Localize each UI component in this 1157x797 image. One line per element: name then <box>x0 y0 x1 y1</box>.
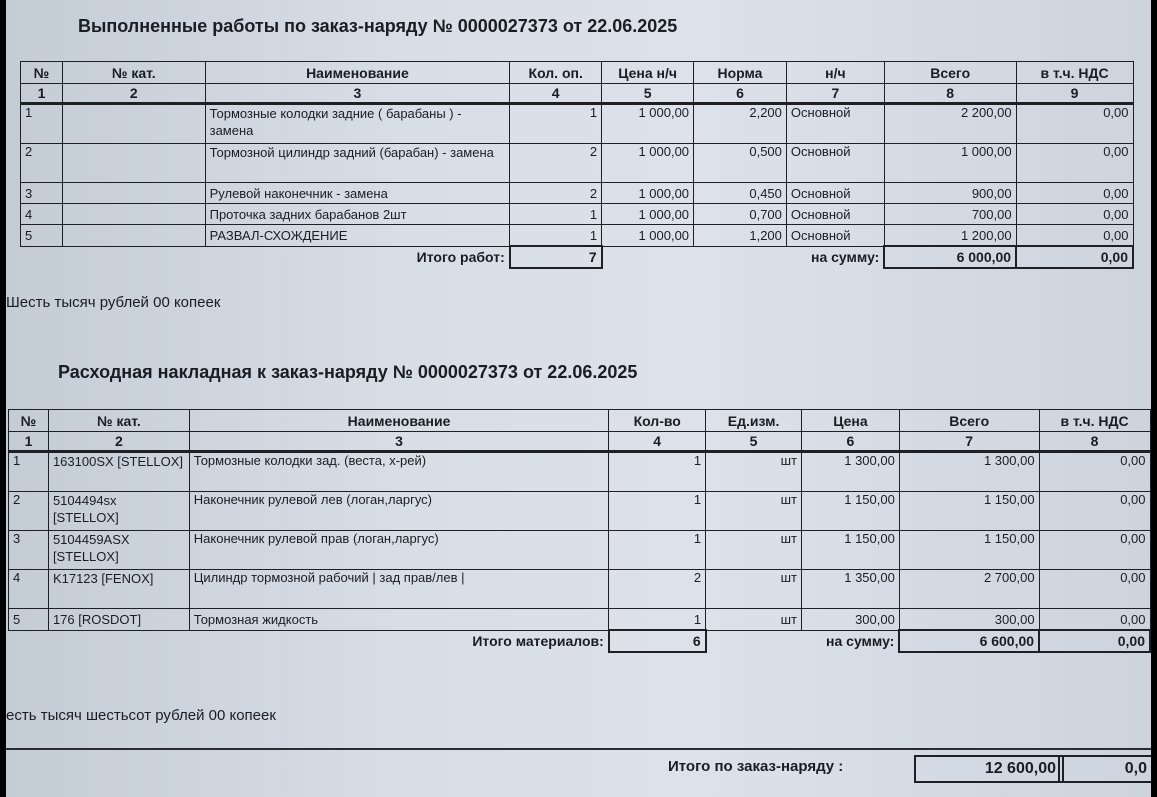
catalog-number <box>62 204 205 225</box>
materials-header-cell: Цена <box>801 410 899 432</box>
materials-colnum-row <box>9 432 1151 452</box>
table-row <box>21 144 1134 183</box>
divider <box>6 748 1151 750</box>
col-number: 4 <box>609 432 706 452</box>
materials-sum-label: на сумму: <box>826 633 895 650</box>
row-vat: 0,00 <box>1016 104 1133 144</box>
quantity: 1 <box>609 492 706 531</box>
works-header-cell: Норма <box>694 62 787 84</box>
catalog-number <box>62 104 205 144</box>
quantity: 1 <box>609 531 706 570</box>
norm: 0,500 <box>694 144 787 183</box>
row-vat: 0,00 <box>1016 204 1133 225</box>
item-name: Наконечник рулевой лев (логан,ларгус) <box>189 492 609 531</box>
table-row <box>9 492 1151 531</box>
grand-total-label: Итого по заказ-наряду : <box>668 758 844 775</box>
works-header-cell: в т.ч. НДС <box>1016 62 1133 84</box>
catalog-number <box>62 144 205 183</box>
materials-total-label: Итого материалов: <box>472 633 604 650</box>
work-type: Основной <box>786 183 884 204</box>
grand-total-vat: 0,0 <box>1058 755 1151 783</box>
row-vat: 0,00 <box>1016 144 1133 183</box>
col-number: 3 <box>205 84 510 104</box>
quantity: 1 <box>510 225 602 247</box>
row-total: 1 150,00 <box>899 492 1039 531</box>
work-type: Основной <box>786 204 884 225</box>
works-header-cell: Цена н/ч <box>602 62 694 84</box>
price: 1 000,00 <box>602 204 694 225</box>
works-header-cell: Наименование <box>205 62 510 84</box>
price: 1 000,00 <box>602 144 694 183</box>
materials-title: Расходная накладная к заказ-наряду № 0000027373 от 22.06.2025 <box>58 362 638 382</box>
works-title: Выполненные работы по заказ-наряду № 0000027373 от 22.06.2025 <box>78 16 678 36</box>
catalog-number: 176 [ROSDOT] <box>48 609 189 631</box>
norm: 1,200 <box>694 225 787 247</box>
price: 1 350,00 <box>801 570 899 609</box>
quantity: 1 <box>510 204 602 225</box>
works-header-row <box>21 62 1134 84</box>
unit: шт <box>706 570 802 609</box>
table-row <box>21 225 1134 247</box>
row-total: 300,00 <box>899 609 1039 631</box>
work-type: Основной <box>786 225 884 247</box>
price: 1 150,00 <box>801 531 899 570</box>
works-sum-vat: 0,00 <box>1016 246 1133 268</box>
item-name: Проточка задних барабанов 2шт <box>205 204 510 225</box>
materials-header-cell: в т.ч. НДС <box>1039 410 1150 432</box>
work-type: Основной <box>786 104 884 144</box>
unit: шт <box>706 531 802 570</box>
row-number: 1 <box>9 452 49 492</box>
works-header-cell: № кат. <box>62 62 205 84</box>
row-number: 2 <box>9 492 49 531</box>
row-total: 1 000,00 <box>884 144 1016 183</box>
item-name: РАЗВАЛ-СХОЖДЕНИЕ <box>205 225 510 247</box>
quantity: 1 <box>609 452 706 492</box>
col-number: 4 <box>510 84 602 104</box>
catalog-number: 5104459ASX [STELLOX] <box>48 531 189 570</box>
materials-amount-words: есть тысяч шестьсот рублей 00 копеек <box>6 707 276 724</box>
col-number: 8 <box>1039 432 1150 452</box>
materials-sum-total: 6 600,00 <box>899 630 1039 652</box>
col-number: 9 <box>1016 84 1133 104</box>
materials-header-cell: № <box>9 410 49 432</box>
quantity: 1 <box>510 104 602 144</box>
table-row <box>9 452 1151 492</box>
works-total-qty: 7 <box>510 246 602 268</box>
row-number: 4 <box>9 570 49 609</box>
table-row <box>21 183 1134 204</box>
row-total: 1 300,00 <box>899 452 1039 492</box>
unit: шт <box>706 452 802 492</box>
unit: шт <box>706 609 802 631</box>
norm: 0,450 <box>694 183 787 204</box>
row-total: 2 700,00 <box>899 570 1039 609</box>
row-total: 1 200,00 <box>884 225 1016 247</box>
materials-header-row <box>9 410 1151 432</box>
item-name: Цилиндр тормозной рабочий | зад прав/лев | <box>189 570 609 609</box>
materials-header-cell: № кат. <box>48 410 189 432</box>
col-number: 7 <box>899 432 1039 452</box>
row-number: 2 <box>21 144 63 183</box>
col-number: 5 <box>706 432 802 452</box>
row-vat: 0,00 <box>1039 452 1150 492</box>
norm: 0,700 <box>694 204 787 225</box>
materials-total-row <box>9 630 1151 652</box>
col-number: 2 <box>62 84 205 104</box>
unit: шт <box>706 492 802 531</box>
col-number: 5 <box>602 84 694 104</box>
row-number: 5 <box>9 609 49 631</box>
item-name: Рулевой наконечник - замена <box>205 183 510 204</box>
col-number: 8 <box>884 84 1016 104</box>
works-colnum-row <box>21 84 1134 104</box>
row-vat: 0,00 <box>1039 492 1150 531</box>
row-vat: 0,00 <box>1016 225 1133 247</box>
col-number: 7 <box>786 84 884 104</box>
works-table <box>20 61 1134 269</box>
grand-total-sum: 12 600,00 <box>914 755 1064 783</box>
row-vat: 0,00 <box>1039 609 1150 631</box>
price: 1 300,00 <box>801 452 899 492</box>
works-sum-total: 6 000,00 <box>884 246 1016 268</box>
works-header-cell: Всего <box>884 62 1016 84</box>
works-header-cell: № <box>21 62 63 84</box>
row-vat: 0,00 <box>1016 183 1133 204</box>
row-number: 1 <box>21 104 63 144</box>
item-name: Тормозные колодки зад. (веста, х-рей) <box>189 452 609 492</box>
works-sum-label: на сумму: <box>811 249 880 266</box>
works-header-cell: Кол. оп. <box>510 62 602 84</box>
works-header-cell: н/ч <box>786 62 884 84</box>
col-number: 1 <box>9 432 49 452</box>
table-row <box>21 204 1134 225</box>
quantity: 1 <box>609 609 706 631</box>
quantity: 2 <box>609 570 706 609</box>
price: 1 000,00 <box>602 183 694 204</box>
price: 1 000,00 <box>602 225 694 247</box>
works-total-row <box>21 246 1134 268</box>
materials-header-cell: Ед.изм. <box>706 410 802 432</box>
norm: 2,200 <box>694 104 787 144</box>
row-total: 1 150,00 <box>899 531 1039 570</box>
row-number: 3 <box>21 183 63 204</box>
works-amount-words: Шесть тысяч рублей 00 копеек <box>6 294 221 311</box>
materials-header-cell: Кол-во <box>609 410 706 432</box>
price: 300,00 <box>801 609 899 631</box>
row-total: 2 200,00 <box>884 104 1016 144</box>
quantity: 2 <box>510 144 602 183</box>
row-vat: 0,00 <box>1039 531 1150 570</box>
col-number: 2 <box>48 432 189 452</box>
document-page <box>6 0 1151 797</box>
col-number: 6 <box>694 84 787 104</box>
col-number: 3 <box>189 432 609 452</box>
quantity: 2 <box>510 183 602 204</box>
item-name: Тормозная жидкость <box>189 609 609 631</box>
table-row <box>9 570 1151 609</box>
catalog-number: 5104494sx [STELLOX] <box>48 492 189 531</box>
item-name: Наконечник рулевой прав (логан,ларгус) <box>189 531 609 570</box>
row-number: 5 <box>21 225 63 247</box>
work-type: Основной <box>786 144 884 183</box>
works-total-label: Итого работ: <box>416 249 505 266</box>
catalog-number: K17123 [FENOX] <box>48 570 189 609</box>
table-row <box>9 609 1151 631</box>
item-name: Тормозной цилиндр задний (барабан) - замена <box>205 144 510 183</box>
row-total: 900,00 <box>884 183 1016 204</box>
price: 1 150,00 <box>801 492 899 531</box>
materials-header-cell: Наименование <box>189 410 609 432</box>
catalog-number: 163100SX [STELLOX] <box>48 452 189 492</box>
col-number: 6 <box>801 432 899 452</box>
materials-total-qty: 6 <box>609 630 706 652</box>
table-row <box>21 104 1134 144</box>
row-vat: 0,00 <box>1039 570 1150 609</box>
row-total: 700,00 <box>884 204 1016 225</box>
catalog-number <box>62 225 205 247</box>
materials-table <box>8 409 1151 653</box>
col-number: 1 <box>21 84 63 104</box>
materials-header-cell: Всего <box>899 410 1039 432</box>
materials-sum-vat: 0,00 <box>1039 630 1150 652</box>
catalog-number <box>62 183 205 204</box>
price: 1 000,00 <box>602 104 694 144</box>
row-number: 4 <box>21 204 63 225</box>
table-row <box>9 531 1151 570</box>
item-name: Тормозные колодки задние ( барабаны ) - замена <box>205 104 510 144</box>
row-number: 3 <box>9 531 49 570</box>
